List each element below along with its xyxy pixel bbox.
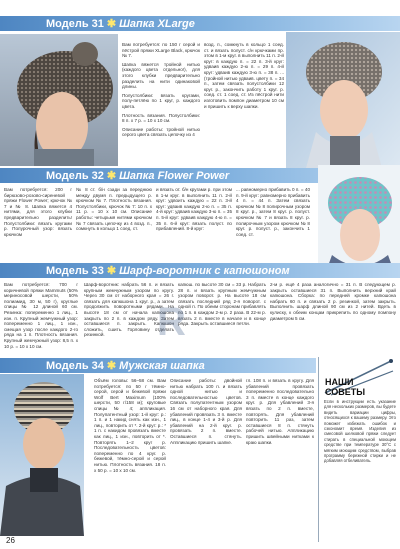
star-icon: ✱ (106, 360, 117, 372)
section-title: Шарф-воротник с капюшоном (119, 265, 290, 277)
star-icon: ✱ (106, 170, 117, 182)
star-icon: ✱ (106, 265, 117, 277)
paragraph: Вам потребуется: 200 г бирюзово-розово-сиреневой пряжи Flower Power; крючок № 7 и № 8. Шапка вяжется 4 нитями, для этого клубки предварительно разделить! Полустолбики: вязать кругами р. Полурочный узор: вязать крючком (4, 187, 72, 237)
paragraph: Плотность вязания. Полустолбики: 8 п. х 7 р. = 10 х 10 см. (122, 112, 200, 124)
paragraph: возд. п., сомкнуть в кольцо 1 соед. ст. и вязать полуст. с/н крючками пр. этом в 1-м круг. в выполнить 11 п. 2-й круг: в каждую п. = 22 п. 3-й круг: удваив каждую 2-ю п. = 29 п. 4-й круг: удваив каждую 3-ю п. = 38 п. ... (тройной нитью удваив. цвету п. = 34 п., затем связать полустолбики 12 круг. р., закончить работу 1 круг. р. соед. ст. 1 соед. ст. Из пёстрой нити изготовить помпон диаметром 10 см и пришить к верху шапки. (204, 42, 284, 109)
section-header-31 (0, 16, 400, 31)
page-number: 26 (6, 536, 15, 545)
paragraph: Объём головы: 56–58 см. Вам потребуется: по 50 г тёмно-серой, серой и бежевой пряжи Wolf Bert Maximum (100% шерсти, 50 г/158 м); круговые спицы № 4; аппликация. Полупатентный узор: 1-й круг: р.: 1 п. и 1 накид снять как изн., 1 лиц., повторить от *. 2-й круг: р.: * 1 п. с накидом провязать вместе как лиц., 1 изн., повторить от *. Повторять 1–2 круг р. Последовательность цветов: попеременно по 4 круг. р. бежевой, тёмно-серой и серой нитью. Плотность вязания. 18 п. х 50 р. = 10 х 10 см. (94, 378, 166, 473)
section-header-34 (0, 358, 316, 373)
paragraph: № 8 ст. б/н сзади за переднюю между двумя п. предыдущего р. крючком № 7. Плотность вязания. Полустолбики, крючок № 7: 10 п. х 11 р. = 10 х 10 см. Описание работы: четырьмя нитями крючком № 7 связать цепочку из 4 возд. п., сомкнуть в кольцо 1 соед. ст. (76, 187, 152, 232)
section-number: Модель 34 (46, 360, 104, 372)
paragraph: ... равномерно прибавить 0 п. = 40 п. 9-й круг: равномерно прибавить 4 п. = 44 п. Затем связать крючком № 8 полирочным узором 8 круг. р., затем 8 круг. р. полуст. крючком № 7 и вязать 8 круг. р. полирочным узором крючком № 8 круг. р. полуст. р., закончить 1 соед. ст. (236, 187, 310, 237)
tips-heading-line: НАШИ (325, 377, 354, 387)
photo-hat-32 (318, 165, 400, 277)
paragraph: Описание работы: тройной нитью серого цвета связать цепочку из 4 (122, 126, 200, 138)
text-column-34a (94, 378, 166, 528)
text-column-33c (178, 282, 266, 357)
section-number: Модель 33 (46, 265, 104, 277)
text-column-32b (76, 187, 152, 257)
section-title: Шапка XLarge (119, 18, 195, 30)
paragraph: капюш. по высоте 30 см = 33 р. Набрать 28 п. и вязать крупным жемчужным узором поворот. р. На высоте 18 см связать последний ряд 2-я поворот. с одной п. По обеим сторонам прибавлять по 1 п. в каждом 2-м р. 2 раза. В 22-м р. вязать 2 п. вместе в начале и в конце ряда. Закрыть оставшиеся петли. (178, 282, 266, 327)
paragraph: и вязать от. б/н кругами р. при этом в 1-м круг. в выполнить 11 п. 2-й круг: удвоить каждую = 22 п. 3-й круг: удваив каждую 2-ю п. = 35 п. 4-й круг: удваив каждую 3-ю п. = 35 п. 5-й круг: удваив каждую 4-ю п. = 35 п. 6-й круг: вязать полуст. по прибавлений. 8-й круг: (156, 187, 232, 232)
paragraph: гл. 108 п. и вязать в кругу. Для убавлений провязать попеременно последовательно 3 п. вместе в конце каждого круг. р. Для убавлений 3-я вязать по 2 п. вместе, повторять. Для убавлений повторить 11 раз, затем оставшиеся 8 п. стянуть рабочей нитью. Аппликацию пришить швейными нитками к краю шапки. (246, 378, 314, 445)
photo-hat-31-right (286, 32, 400, 168)
paragraph: Описание работы: двойной нитью набрать 100 п. и вязать одной нитью и последовательностью цветов. Связать полупатентным узором 16 см от наборного края. Для убавлений провязать 3 п. вместе лиц., в конце 1-4 и 3-й р. Для убавлений на 2-й круг. р. провязать 2 п. вместе. Оставшиеся п. стянуть. Аппликацию пришить шапке. (170, 378, 242, 445)
section-number: Модель 32 (46, 170, 104, 182)
paragraph: 2-м р. ещё 4 раза аналогично = 31 п. В следующем р. закрыть оставшиеся 31 п. Выполнить верхний край капюшона. Сборка: по передней кромке капюшона набрать 60 п. и связать 2 р. резинкой, затем закрыть. Выполнить шарф длиной 90 см из 2 нитей. Вдеть в кулиску, к обеим концам прикрепить по одному помпону диаметром 5 см. (270, 282, 396, 321)
paragraph: Полустолбики: вязать кругами, полу-петлёю по 1 круг, р. каждого цвета. (122, 92, 200, 109)
section-number: Модель 31 (46, 18, 104, 30)
paragraph: Шарф-воротник: набрать 56 п. и вязать крупным жемчужным узором по кругу. Через 30 см от наборного края = 26 г. связать для капюшона 1 круг. р., а затем продолжить поворотными рядами. На высоте 18 см от начала капюшона закрыть по 2 п. в каждом ряду. Затем оставшиеся п. закрыть. Капюшон сложить, сшить. Горловину отделать резинкой. (84, 282, 174, 338)
text-column-32d (236, 187, 310, 257)
star-icon: ✱ (106, 18, 117, 30)
paragraph: Вам потребуется: по 150 г серой и пёстрой пряжи XLarge Black, крючок № 7. (122, 42, 200, 59)
paragraph: Шапка вяжется тройной нитью (каждого цвета отдельно!), для этого клубки предварительно разделить на нити одинаковой длины. (122, 61, 200, 90)
photo-hat-34 (0, 374, 84, 536)
text-column-33a (4, 282, 78, 357)
text-column-32c (156, 187, 232, 257)
section-title: Мужская шапка (119, 360, 205, 372)
photo-hat-31-left (0, 34, 118, 166)
tips-heading (325, 377, 365, 397)
text-column-31a (122, 42, 200, 172)
text-column-33d (270, 282, 396, 357)
watermark-stamp: R (157, 300, 186, 344)
tips-box (318, 357, 396, 542)
text-column-32a (4, 187, 72, 257)
section-header-33 (0, 263, 400, 278)
text-column-34b (170, 378, 242, 528)
tips-text: Если в инструкции есть указание для нескольких размеров, вы будете видеть вариации цифры, относящихся к вашему размеру. Это поможет избежать ошибок и сэкономит время. Изделия из смесовой шелковой пряжи следует стирать в специальной моющем средстве при температуре 30°C с мягким моющим средством, выбрав программу бережной стирки и не добавляя отбеливатель. (324, 399, 396, 464)
paragraph: Вам потребуется: 700 г коричневой пряжи Mammuts (50% мериносовой шерсти, 50% полиамид, 30 м, 50 г), круглые спицы № 12 длиной 60 см. Резинка: попеременно 1 лиц., 1 изн. п. Крупный жемчужный узор: попеременно 1 лиц., 1 изн., смещая узор после каждого 2-го ряда на 1 п. Плотность вязания. Крупный жемчужный узор: 8,5 п. х 10 р. = 10 х 10 см. (4, 282, 78, 349)
section-title: Шапка Flower Power (119, 170, 230, 182)
text-column-31b (204, 42, 284, 172)
tips-heading-line: СОВЕТЫ (325, 387, 366, 397)
text-column-34c (246, 378, 314, 528)
